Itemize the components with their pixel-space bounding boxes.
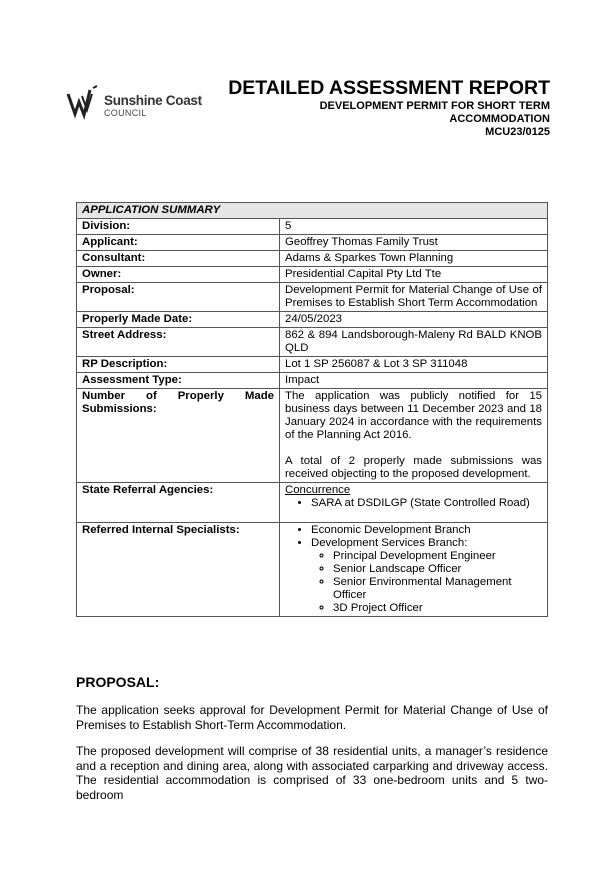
- table-row: [77, 312, 548, 328]
- table-row: [77, 267, 548, 283]
- reference-number: MCU23/0125: [485, 126, 550, 138]
- address-label: Street Address:: [77, 328, 280, 357]
- submissions-value: [280, 389, 548, 483]
- referral-heading: Concurrence: [285, 484, 351, 496]
- specialists-label: Referred Internal Specialists:: [77, 523, 280, 617]
- list-item: • SARA at DSDILGP (State Controlled Road): [311, 497, 542, 510]
- proposal-label: Proposal:: [77, 283, 280, 312]
- table-row: [77, 373, 548, 389]
- list-item: ◦ 3D Project Officer: [333, 602, 542, 615]
- address-value: 862 & 894 Landsborough-Maleny Rd BALD KNOB QLD: [280, 328, 548, 357]
- list-item: • Economic Development Branch: [311, 524, 542, 537]
- proposal-value: Development Permit for Material Change of Use of Premises to Establish Short Term Accommodation: [280, 283, 548, 312]
- proposal-paragraph-1: The application seeks approval for Development Permit for Material Change of Use of Premises to Establish Short-Term Accommodation.: [76, 703, 548, 732]
- table-row: [77, 219, 548, 235]
- list-item: ◦ Senior Landscape Officer: [333, 563, 542, 576]
- table-row: [77, 283, 548, 312]
- table-row: [77, 235, 548, 251]
- division-label: Division:: [77, 219, 280, 235]
- table-row: [77, 389, 548, 483]
- owner-label: Owner:: [77, 267, 280, 283]
- logo-sub: COUNCIL: [104, 108, 147, 118]
- submissions-label: Number of Properly Made Submissions:: [77, 389, 280, 483]
- specialists-sublist: [311, 550, 542, 615]
- division-value: 5: [280, 219, 548, 235]
- proposal-heading: PROPOSAL:: [76, 674, 160, 690]
- specialists-value: [280, 523, 548, 617]
- submissions-paragraph-2: A total of 2 properly made submissions was received objecting to the proposed development.: [285, 455, 542, 480]
- table-heading: APPLICATION SUMMARY: [77, 203, 548, 219]
- applicant-label: Applicant:: [77, 235, 280, 251]
- council-logo: [66, 84, 216, 124]
- made-date-value: 24/05/2023: [280, 312, 548, 328]
- rp-value: Lot 1 SP 256087 & Lot 3 SP 311048: [280, 357, 548, 373]
- list-item-label: Development Services Branch:: [311, 537, 468, 549]
- referral-list: [285, 497, 542, 510]
- referral-value: [280, 483, 548, 523]
- table-row: [77, 328, 548, 357]
- application-summary-table: [76, 202, 548, 617]
- table-row: [77, 523, 548, 617]
- assessment-label: Assessment Type:: [77, 373, 280, 389]
- list-item: [311, 537, 542, 615]
- table-heading-row: [77, 203, 548, 219]
- report-title: DETAILED ASSESSMENT REPORT: [228, 77, 550, 99]
- table-row: [77, 251, 548, 267]
- logo-mark-icon: [66, 84, 102, 124]
- subtitle-line-1: DEVELOPMENT PERMIT FOR SHORT TERM: [319, 100, 550, 112]
- submissions-paragraph-1: The application was publicly notified for 15 business days between 11 December 2023 and 18 January 2024 in accordance with the requirements of the Planning Act 2016.: [285, 390, 542, 441]
- table-row: [77, 483, 548, 523]
- referral-label: State Referral Agencies:: [77, 483, 280, 523]
- list-item: ◦ Principal Development Engineer: [333, 550, 542, 563]
- subtitle-line-2: ACCOMMODATION: [449, 113, 550, 125]
- assessment-value: Impact: [280, 373, 548, 389]
- applicant-value: Geoffrey Thomas Family Trust: [280, 235, 548, 251]
- specialists-list: [285, 524, 542, 615]
- report-subtitle: [250, 100, 550, 139]
- owner-value: Presidential Capital Pty Ltd Tte: [280, 267, 548, 283]
- proposal-paragraph-2: The proposed development will comprise of 38 residential units, a manager’s residence and a reception and dining area, along with associated carparking and driveway access. The residential accommodation is comprised of 33 one-bedroom units and 5 two-bedroom: [76, 744, 548, 802]
- table-row: [77, 357, 548, 373]
- logo-name: Sunshine Coast: [104, 93, 202, 108]
- consultant-value: Adams & Sparkes Town Planning: [280, 251, 548, 267]
- made-date-label: Properly Made Date:: [77, 312, 280, 328]
- consultant-label: Consultant:: [77, 251, 280, 267]
- list-item: ◦ Senior Environmental Management Officer: [333, 576, 542, 602]
- rp-label: RP Description:: [77, 357, 280, 373]
